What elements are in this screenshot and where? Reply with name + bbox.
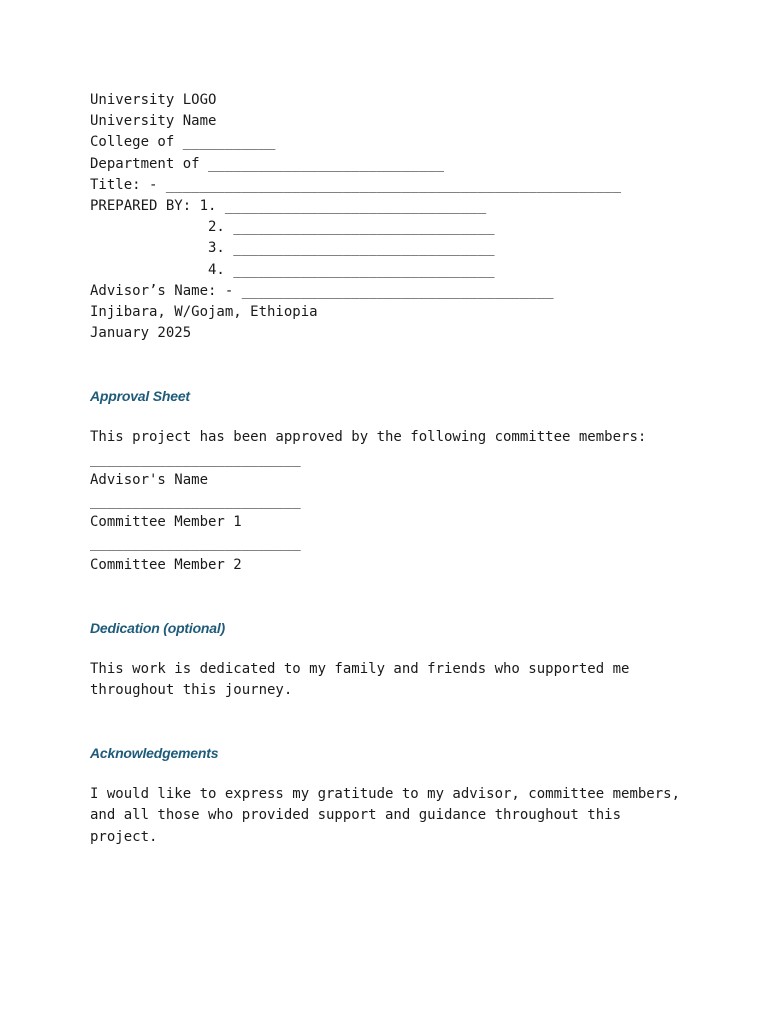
signatory-committee-2: Committee Member 2 xyxy=(90,556,242,573)
date-line: January 2025 xyxy=(90,325,192,342)
spacer xyxy=(90,576,710,618)
spacer xyxy=(90,763,710,784)
prepared-by-line-1: PREPARED BY: 1. _______________________________ xyxy=(90,198,487,215)
approval-section xyxy=(90,386,710,575)
prepared-by-line-4: 4. _______________________________ xyxy=(90,261,495,278)
acknowledgements-text-line-1: I would like to express my gratitude to my advisor, committee members, xyxy=(90,786,681,803)
dedication-text-line-1: This work is dedicated to my family and friends who supported me xyxy=(90,660,630,677)
spacer xyxy=(90,406,710,427)
signatory-advisor: Advisor's Name xyxy=(90,471,209,488)
dedication-heading: Dedication (optional) xyxy=(90,619,226,636)
acknowledgements-heading: Acknowledgements xyxy=(90,745,219,762)
college-line: College of ___________ xyxy=(90,134,276,151)
spacer xyxy=(90,344,710,386)
document-page xyxy=(90,90,710,848)
department-line: Department of ____________________________ xyxy=(90,155,445,172)
location-line: Injibara, W/Gojam, Ethiopia xyxy=(90,304,318,321)
university-name-line: University Name xyxy=(90,113,217,130)
spacer xyxy=(90,701,710,743)
prepared-by-line-3: 3. _______________________________ xyxy=(90,240,495,257)
spacer xyxy=(90,638,710,659)
acknowledgements-section xyxy=(90,743,710,848)
signatory-committee-1: Committee Member 1 xyxy=(90,514,242,531)
cover-section xyxy=(90,90,710,344)
title-line: Title: - ______________________________________________________ xyxy=(90,176,622,193)
approval-heading: Approval Sheet xyxy=(90,388,190,405)
logo-placeholder: University LOGO xyxy=(90,92,217,108)
signature-line: _________________________ xyxy=(90,535,301,552)
prepared-by-line-2: 2. _______________________________ xyxy=(90,219,495,236)
signature-line: _________________________ xyxy=(90,450,301,467)
acknowledgements-text-line-2: and all those who provided support and guidance throughout this xyxy=(90,807,622,824)
acknowledgements-text-line-3: project. xyxy=(90,828,158,845)
dedication-section xyxy=(90,618,710,701)
dedication-text-line-2: throughout this journey. xyxy=(90,682,293,699)
approval-intro: This project has been approved by the following committee members: xyxy=(90,429,647,446)
advisor-name-line: Advisor’s Name: - _____________________________________ xyxy=(90,282,554,299)
signature-line: _________________________ xyxy=(90,493,301,510)
